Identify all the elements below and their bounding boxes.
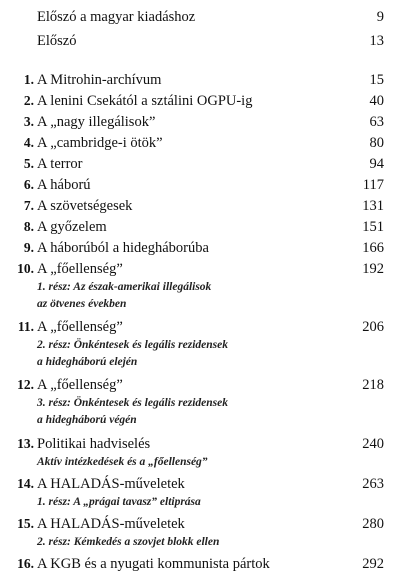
toc-chapter-page: 117 (362, 177, 384, 193)
toc-chapter-page: 218 (362, 377, 384, 393)
toc-chapter-page: 206 (362, 319, 384, 335)
toc-chapter-title: A „cambridge-i ötök” (37, 135, 163, 151)
toc-chapter-title: A lenini Csekától a sztálini OGPU-ig (37, 93, 253, 109)
toc-chapter-title: A szövetségesek (37, 198, 133, 214)
toc-chapter-entry (0, 196, 404, 216)
toc-chapter-page: 40 (369, 93, 384, 109)
toc-chapter-entry (0, 514, 404, 534)
toc-chapter-entry (0, 259, 404, 279)
toc-chapter-entry (0, 317, 404, 337)
toc-chapter-subtitle: 3. rész: Önkéntesek és legális rezidensek (37, 397, 229, 409)
toc-chapter-entry (0, 375, 404, 395)
toc-entry-page: 9 (376, 9, 384, 25)
toc-entry-title: Előszó a magyar kiadáshoz (37, 9, 196, 25)
toc-chapter-title: A háború (37, 177, 91, 193)
toc-chapter-number: 7. (23, 198, 34, 213)
toc-chapter-title: A háborúból a hidegháborúba (37, 240, 209, 256)
toc-chapter-entry (0, 133, 404, 153)
toc-chapter-entry (0, 175, 404, 195)
toc-chapter-entry (0, 91, 404, 111)
toc-chapter-title: A Mitrohin-archívum (37, 72, 162, 88)
toc-chapter-page: 151 (362, 219, 384, 235)
toc-chapter-subtitle: 2. rész: Kémkedés a szovjet blokk ellen (37, 536, 220, 548)
toc-chapter-page: 15 (369, 72, 384, 88)
toc-chapter-number: 5. (23, 156, 34, 171)
toc-chapter-subtitle: 2. rész: Önkéntesek és legális rezidensek (37, 339, 229, 351)
toc-chapter-page: 166 (362, 240, 384, 256)
toc-chapter-subtitle: a hidegháború elején (37, 356, 138, 368)
toc-entry-page: 13 (369, 33, 384, 49)
toc-chapter-number: 12. (17, 377, 34, 392)
toc-front-entry (0, 7, 404, 27)
toc-chapter-title: A győzelem (37, 219, 107, 235)
toc-chapter-number: 16. (17, 556, 34, 571)
toc-chapter-subtitle: 1. rész: Az észak-amerikai illegálisok (37, 281, 212, 293)
toc-chapter-subtitle: Aktív intézkedések és a „főellenség” (37, 456, 208, 468)
toc-chapter-title: A terror (37, 156, 83, 172)
toc-chapter-subtitle: az ötvenes években (37, 298, 127, 310)
toc-chapter-number: 8. (23, 219, 34, 234)
toc-chapter-number: 6. (23, 177, 34, 192)
toc-chapter-page: 94 (369, 156, 384, 172)
toc-chapter-number: 10. (17, 261, 34, 276)
toc-chapter-entry (0, 112, 404, 132)
toc-chapter-page: 292 (362, 556, 384, 572)
toc-entry-title: Előszó (37, 33, 77, 49)
toc-chapter-title: A „főellenség” (37, 261, 123, 277)
toc-chapter-entry (0, 217, 404, 237)
toc-chapter-entry (0, 474, 404, 494)
toc-chapter-page: 192 (362, 261, 384, 277)
toc-chapter-entry (0, 554, 404, 574)
toc-chapter-title: A „főellenség” (37, 319, 123, 335)
toc-chapter-entry (0, 238, 404, 258)
toc-chapter-title: A „nagy illegálisok” (37, 114, 156, 130)
toc-chapter-page: 80 (369, 135, 384, 151)
toc-chapter-number: 13. (17, 436, 34, 451)
toc-front-entry (0, 31, 404, 51)
toc-chapter-title: A „főellenség” (37, 377, 123, 393)
toc-chapter-page: 280 (362, 516, 384, 532)
toc-chapter-page: 131 (362, 198, 384, 214)
toc-chapter-title: A KGB és a nyugati kommunista pártok (37, 556, 270, 572)
toc-chapter-number: 14. (17, 476, 34, 491)
toc-chapter-subtitle: 1. rész: A „prágai tavasz” eltiprása (37, 496, 201, 508)
toc-chapter-subtitle: a hidegháború végén (37, 414, 137, 426)
toc-chapter-page: 240 (362, 436, 384, 452)
toc-chapter-entry (0, 70, 404, 90)
toc-chapter-title: A HALADÁS-műveletek (37, 476, 185, 492)
toc-chapter-number: 3. (23, 114, 34, 129)
toc-chapter-number: 1. (23, 72, 34, 87)
toc-chapter-number: 9. (23, 240, 34, 255)
toc-chapter-number: 11. (17, 319, 34, 334)
toc-chapter-number: 2. (23, 93, 34, 108)
toc-chapter-page: 263 (362, 476, 384, 492)
toc-chapter-title: A HALADÁS-műveletek (37, 516, 185, 532)
toc-chapter-number: 4. (23, 135, 34, 150)
toc-chapter-number: 15. (17, 516, 34, 531)
toc-chapter-title: Politikai hadviselés (37, 436, 151, 452)
toc-chapter-entry (0, 154, 404, 174)
toc-chapter-entry (0, 434, 404, 454)
toc-chapter-page: 63 (369, 114, 384, 130)
